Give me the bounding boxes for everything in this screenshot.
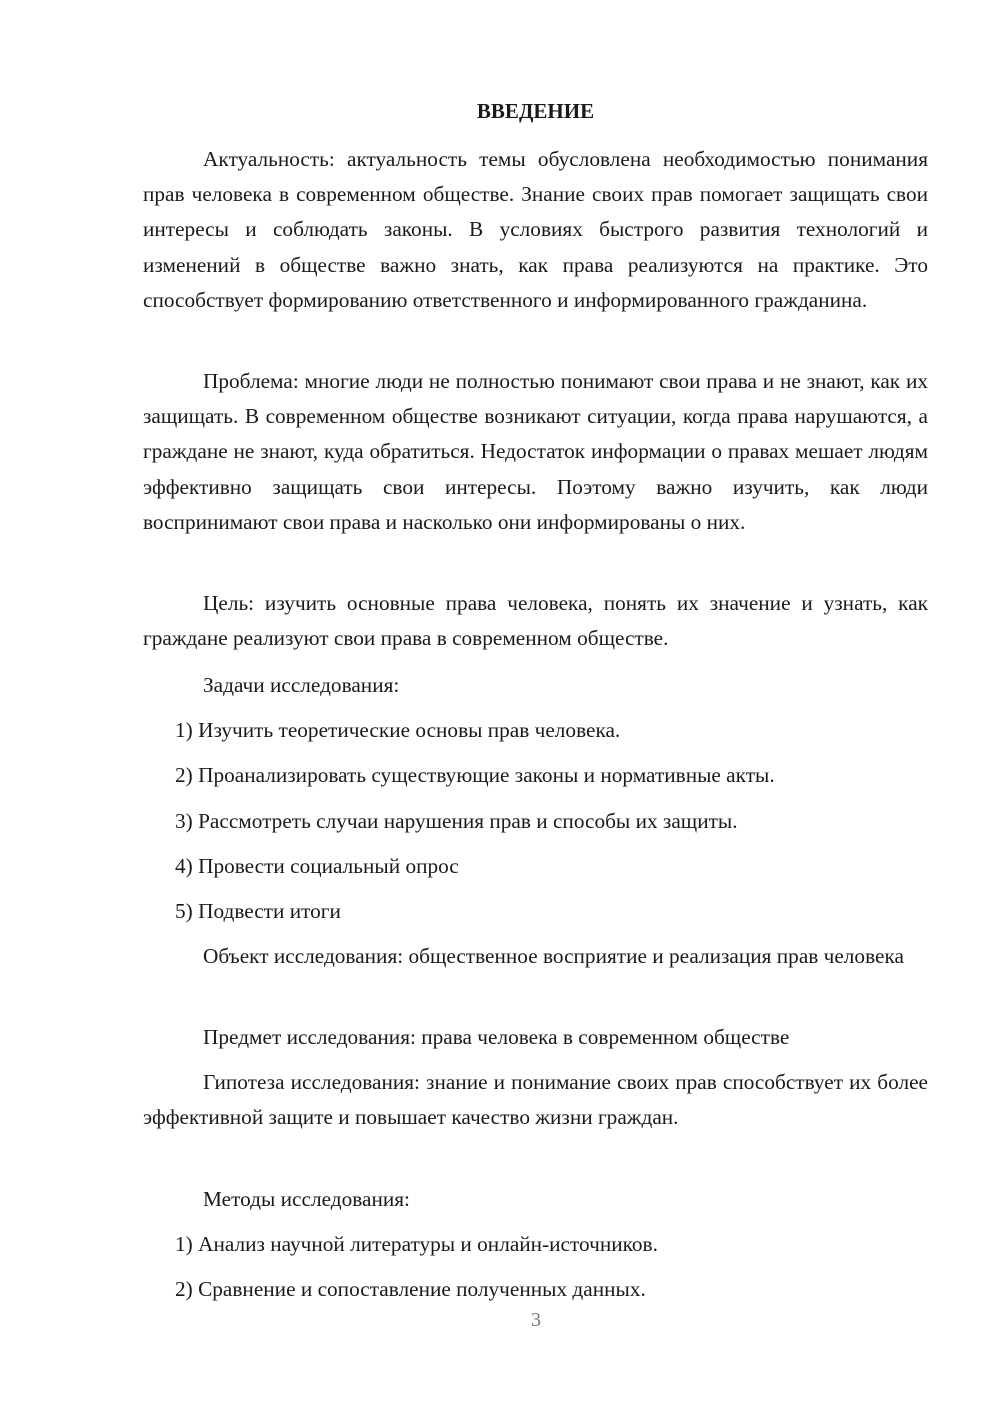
paragraph-relevance: Актуальность: актуальность темы обусловлена необходимостью понимания прав человека в современном обществе. Знание своих прав помогает защищать свои интересы и соблюдать законы. В условиях быстрого развития технологий и изменений в обществе важно знать, как права реализуются на практике. Это способствует формированию ответственного и информированного гражданина. [143, 147, 928, 312]
paragraph-problem: Проблема: многие люди не полностью понимают свои права и не знают, как их защищать. В современном обществе возникают ситуации, когда права нарушаются, а граждане не знают, куда обратиться. Недостаток информации о правах мешает людям эффективно защищать свои интересы. Поэтому важно изучить, как люди воспринимают свои права и насколько они информированы о них. [143, 369, 928, 534]
method-item: 2) Сравнение и сопоставление полученных данных. [175, 1277, 646, 1301]
task-item: 5) Подвести итоги [175, 899, 341, 923]
paragraph-goal: Цель: изучить основные права человека, понять их значение и узнать, как граждане реализуют свои права в современном обществе. [143, 591, 928, 651]
page-number: 3 [531, 1309, 541, 1331]
section-title: ВВЕДЕНИЕ [476, 99, 595, 123]
tasks-heading: Задачи исследования: [203, 673, 400, 697]
paragraph-subject: Предмет исследования: права человека в современном обществе [203, 1025, 790, 1049]
task-item: 1) Изучить теоретические основы прав человека. [175, 718, 621, 742]
paragraph-object: Объект исследования: общественное восприятие и реализация прав человека [203, 944, 904, 968]
methods-heading: Методы исследования: [203, 1187, 410, 1211]
task-item: 3) Рассмотреть случаи нарушения прав и способы их защиты. [175, 809, 738, 833]
task-item: 4) Провести социальный опрос [175, 854, 459, 878]
paragraph-hypothesis: Гипотеза исследования: знание и понимание своих прав способствует их более эффективной защите и повышает качество жизни граждан. [143, 1070, 928, 1130]
task-item: 2) Проанализировать существующие законы и нормативные акты. [175, 763, 775, 787]
method-item: 1) Анализ научной литературы и онлайн-источников. [175, 1232, 658, 1256]
